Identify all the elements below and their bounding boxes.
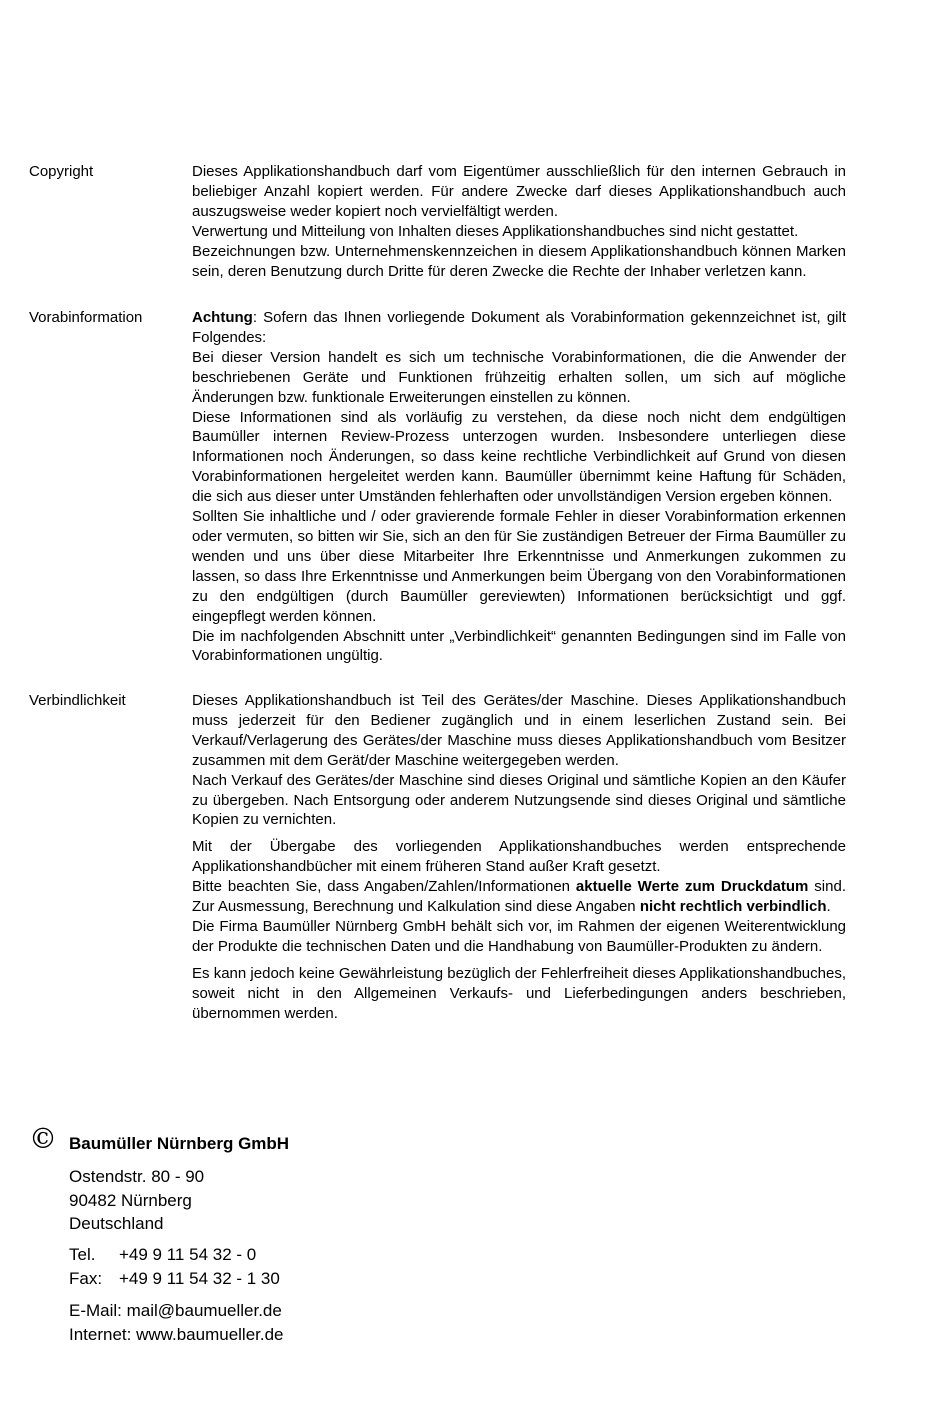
paragraph: Bitte beachten Sie, dass Angaben/Zahlen/Informationen aktuelle Werte zum Druckdatum sind. Zur Ausmessung, Berechnung und Kalkulation sind diese Angaben nicht rechtlich verbindlich.: [192, 878, 846, 916]
section-body-verbindlichkeit: [192, 691, 846, 1024]
address-city: 90482 Nürnberg: [69, 1190, 192, 1210]
paragraph: Die im nachfolgenden Abschnitt unter „Verbindlichkeit“ genannten Bedingungen sind im Falle von Vorabinformationen ungültig.: [192, 627, 846, 665]
fax-line: [69, 1267, 280, 1291]
paragraph: [192, 308, 846, 348]
company-name: Baumüller Nürnberg GmbH: [69, 1134, 290, 1153]
section-body-copyright: [192, 162, 846, 281]
internet-line: Internet: www.baumueller.de: [69, 1324, 284, 1344]
paragraph: Mit der Übergabe des vorliegenden Applikationshandbuches werden entsprechende Applikationshandbücher mit einem früheren Stand außer Kraft gesetzt.: [192, 838, 846, 876]
emphasis: nicht rechtlich verbindlich: [639, 898, 827, 916]
paragraph: Verwertung und Mitteilung von Inhalten dieses Applikationshandbuches sind nicht gestattet.: [192, 222, 799, 240]
address-country: Deutschland: [69, 1214, 164, 1233]
paragraph: Bei dieser Version handelt es sich um technische Vorabinformationen, die die Anwender der beschriebenen Geräte und Funktionen frühzeitig erhalten sollen, um sich auf mögliche Änderungen bzw. funktionale Erweiterungen einstellen zu können.: [192, 348, 846, 406]
phone-line: [69, 1243, 280, 1267]
section-label-copyright: Copyright: [29, 163, 94, 180]
paragraph: Nach Verkauf des Gerätes/der Maschine sind dieses Original und sämtliche Kopien an den Käufer zu übergeben. Nach Entsorgung oder anderem Nutzungsende sind dieses Original und sämtliche Kopien zu vernichten.: [192, 771, 846, 829]
contact-web: [69, 1299, 284, 1346]
paragraph: Diese Informationen sind als vorläufig zu verstehen, da diese noch nicht dem endgültigen Baumüller internen Review-Prozess unterzogen wurden. Insbesondere unterliegen diese Informationen noch Änderungen, so dass keine rechtliche Verbindlichkeit auf Grund von diesen Vorabinformationen hergeleitet werden kann. Baumüller übernimmt keine Haftung für Schäden, die sich aus dieser unter Umständen fehlerhaften oder unvollständigen Version ergeben können.: [192, 408, 846, 506]
fax-number: +49 9 11 54 32 - 1 30: [119, 1268, 280, 1288]
copyright-icon: ©: [29, 1122, 57, 1155]
paragraph: Die Firma Baumüller Nürnberg GmbH behält sich vor, im Rahmen der eigenen Weiterentwicklung der Produkte die technischen Daten und die Handhabung von Baumüller-Produkten zu ändern.: [192, 917, 846, 955]
phone-block: [69, 1243, 280, 1290]
phone-label: Tel.: [69, 1245, 96, 1264]
section-body-vorabinformation: [192, 308, 846, 666]
section-label-verbindlichkeit: Verbindlichkeit: [29, 692, 126, 709]
paragraph: Dieses Applikationshandbuch darf vom Eigentümer ausschließlich für den internen Gebrauch in beliebiger Anzahl kopiert werden. Für andere Zwecke darf dieses Applikationshandbuch auch auszugsweise weder kopiert noch vervielfältigt werden.: [192, 163, 846, 220]
address: [69, 1165, 204, 1236]
warning-label: Achtung: [192, 309, 253, 326]
paragraph: Dieses Applikationshandbuch ist Teil des Gerätes/der Maschine. Dieses Applikationshandbuch muss jederzeit für den Bediener zugänglich und in einem leserlichen Zustand sein. Bei Verkauf/Verlagerung des Gerätes/der Maschine muss dieses Applikationshandbuch vom Besitzer zusammen mit dem Gerät/der Maschine weitergegeben werden.: [192, 692, 846, 769]
phone-number: +49 9 11 54 32 - 0: [119, 1245, 257, 1264]
email-line: E-Mail: mail@baumueller.de: [69, 1301, 282, 1320]
warning-text: : Sofern das Ihnen vorliegende Dokument als Vorabinformation gekennzeichnet ist, gilt Folgendes:: [192, 309, 846, 346]
paragraph: Sollten Sie inhaltliche und / oder gravierende formale Fehler in dieser Vorabinformation erkennen oder vermuten, so bitten wir Sie, sich an den für Sie zuständigen Betreuer der Firma Baumüller zu wenden und uns über diese Mitarbeiter Ihre Erkenntnisse und Anmerkungen zukommen zu lassen, so dass Ihre Erkenntnisse und Anmerkungen beim Übergang von den Vorabinformationen zu den endgültigen (durch Baumüller gereviewten) Informationen berücksichtigt und ggf. eingepflegt werden können.: [192, 508, 846, 625]
section-label-vorabinformation: Vorabinformation: [29, 309, 143, 326]
emphasis: aktuelle Werte zum Druckdatum: [575, 878, 809, 896]
paragraph: Es kann jedoch keine Gewährleistung bezüglich der Fehlerfreiheit dieses Applikationshandbuches, soweit nicht in den Allgemeinen Verkaufs- und Lieferbedingungen anders beschrieben, übernommen werden.: [192, 964, 846, 1022]
address-street: Ostendstr. 80 - 90: [69, 1167, 205, 1186]
fax-label: Fax:: [69, 1268, 103, 1288]
paragraph: Bezeichnungen bzw. Unternehmenskennzeichen in diesem Applikationshandbuch können Marken sein, deren Benutzung durch Dritte für deren Zwecke die Rechte der Inhaber verletzen kann.: [192, 242, 846, 280]
